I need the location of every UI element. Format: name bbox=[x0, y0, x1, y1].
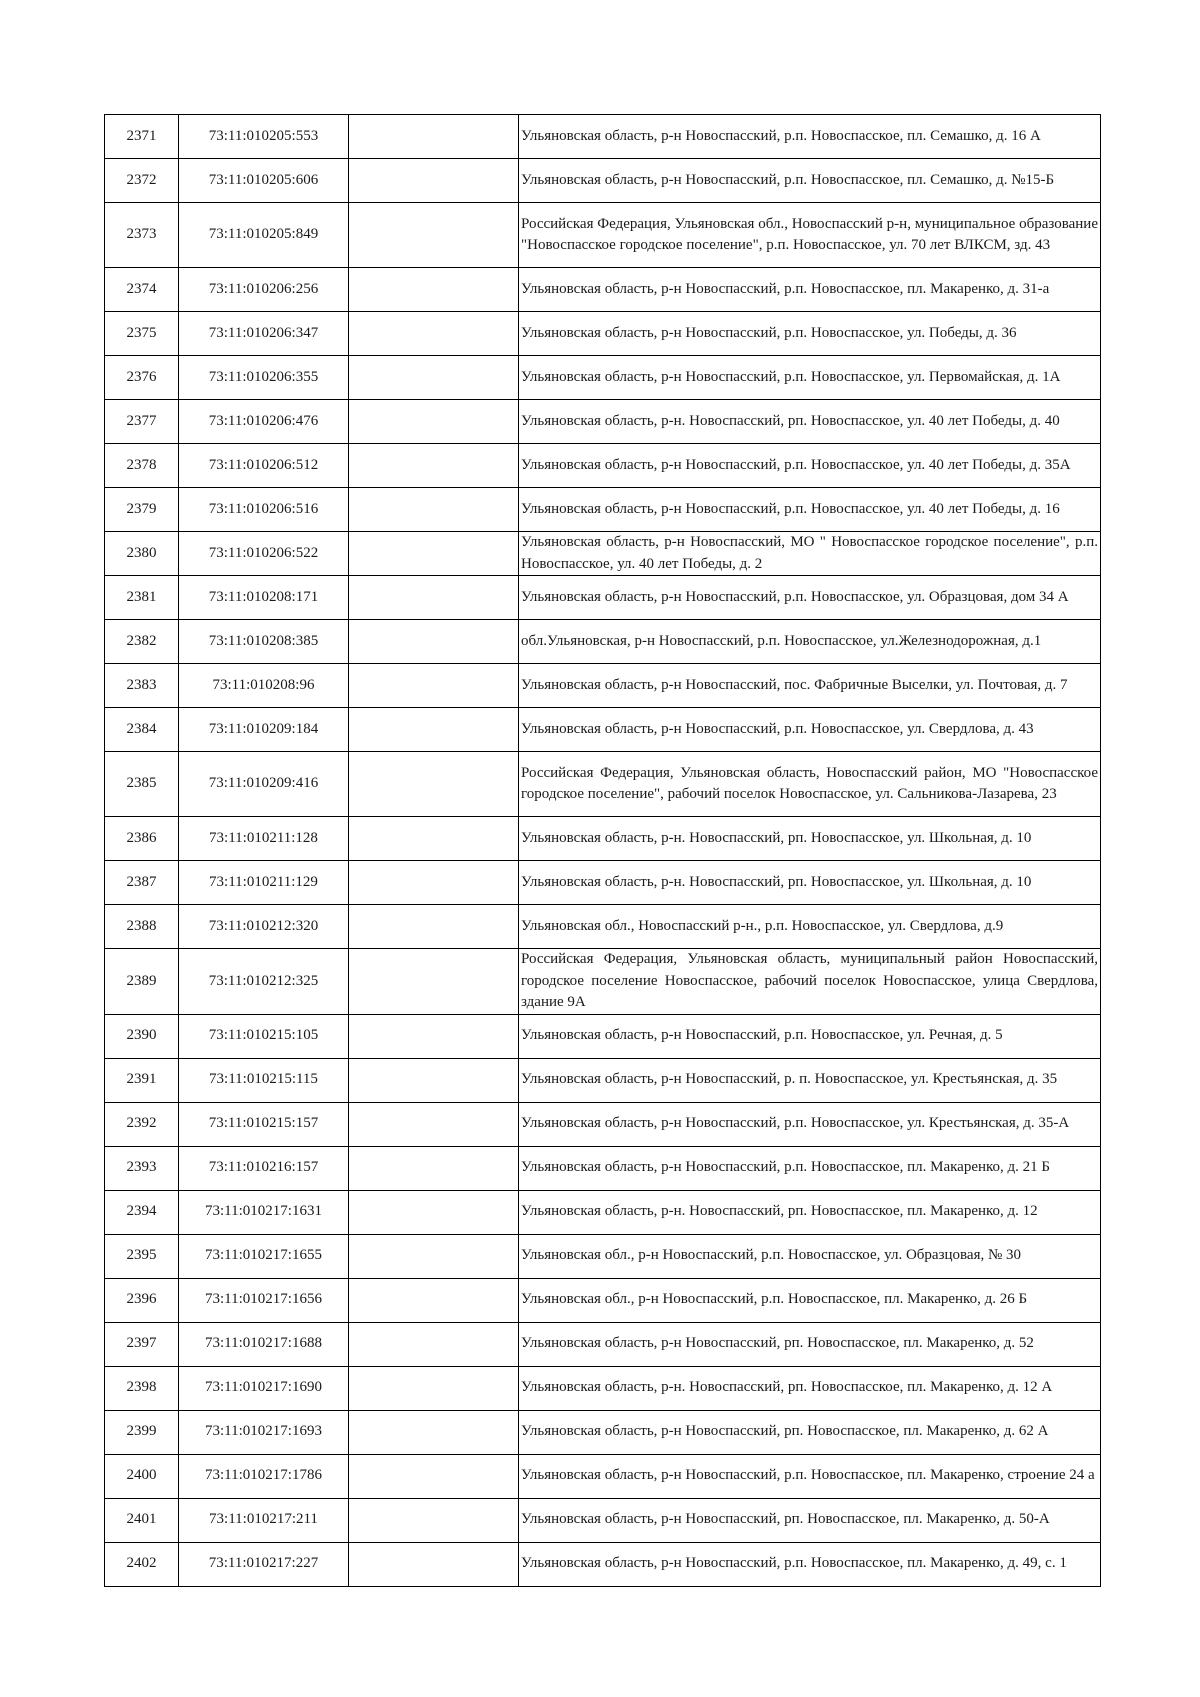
cadastral-number: 73:11:010211:128 bbox=[179, 817, 349, 861]
empty-cell bbox=[349, 1322, 519, 1366]
cadastral-number: 73:11:010206:476 bbox=[179, 400, 349, 444]
empty-cell bbox=[349, 1498, 519, 1542]
table-row bbox=[105, 664, 1101, 708]
address: Ульяновская область, р-н Новоспасский, р.п. Новоспасское, ул. Свердлова, д. 43 bbox=[519, 708, 1101, 752]
cadastral-number: 73:11:010217:1693 bbox=[179, 1410, 349, 1454]
row-number: 2392 bbox=[105, 1102, 179, 1146]
empty-cell bbox=[349, 752, 519, 817]
address: Ульяновская область, р-н. Новоспасский, рп. Новоспасское, ул. Школьная, д. 10 bbox=[519, 861, 1101, 905]
table-row bbox=[105, 488, 1101, 532]
table-row bbox=[105, 752, 1101, 817]
address: Ульяновская область, р-н Новоспасский, р.п. Новоспасское, пл. Макаренко, д. 49, с. 1 bbox=[519, 1542, 1101, 1586]
address: Ульяновская область, р-н Новоспасский, пос. Фабричные Выселки, ул. Почтовая, д. 7 bbox=[519, 664, 1101, 708]
table-row bbox=[105, 861, 1101, 905]
row-number: 2393 bbox=[105, 1146, 179, 1190]
table-row bbox=[105, 1190, 1101, 1234]
cadastral-number: 73:11:010212:320 bbox=[179, 905, 349, 949]
cadastral-number: 73:11:010206:512 bbox=[179, 444, 349, 488]
cadastral-number: 73:11:010217:1786 bbox=[179, 1454, 349, 1498]
row-number: 2396 bbox=[105, 1278, 179, 1322]
property-register-table bbox=[104, 114, 1101, 1587]
empty-cell bbox=[349, 1190, 519, 1234]
table-row bbox=[105, 905, 1101, 949]
row-number: 2401 bbox=[105, 1498, 179, 1542]
table-row bbox=[105, 1366, 1101, 1410]
row-number: 2397 bbox=[105, 1322, 179, 1366]
cadastral-number: 73:11:010212:325 bbox=[179, 949, 349, 1015]
empty-cell bbox=[349, 444, 519, 488]
empty-cell bbox=[349, 488, 519, 532]
address: Ульяновская область, р-н Новоспасский, рп. Новоспасское, пл. Макаренко, д. 50-А bbox=[519, 1498, 1101, 1542]
empty-cell bbox=[349, 1454, 519, 1498]
cadastral-number: 73:11:010209:416 bbox=[179, 752, 349, 817]
table-row bbox=[105, 159, 1101, 203]
table-row bbox=[105, 949, 1101, 1015]
table-row bbox=[105, 312, 1101, 356]
empty-cell bbox=[349, 159, 519, 203]
cadastral-number: 73:11:010215:105 bbox=[179, 1014, 349, 1058]
address: Ульяновская область, р-н. Новоспасский, рп. Новоспасское, ул. 40 лет Победы, д. 40 bbox=[519, 400, 1101, 444]
row-number: 2399 bbox=[105, 1410, 179, 1454]
row-number: 2394 bbox=[105, 1190, 179, 1234]
cadastral-number: 73:11:010209:184 bbox=[179, 708, 349, 752]
address: Ульяновская область, р-н Новоспасский, р.п. Новоспасское, ул. Первомайская, д. 1А bbox=[519, 356, 1101, 400]
address: Российская Федерация, Ульяновская обл., Новоспасский р-н, муниципальное образование "Новоспасское городское поселение", р.п. Новоспасское, ул. 70 лет ВЛКСМ, зд. 43 bbox=[519, 203, 1101, 268]
table-row bbox=[105, 203, 1101, 268]
table-row bbox=[105, 708, 1101, 752]
cadastral-number: 73:11:010211:129 bbox=[179, 861, 349, 905]
row-number: 2378 bbox=[105, 444, 179, 488]
empty-cell bbox=[349, 576, 519, 620]
table-row bbox=[105, 1542, 1101, 1586]
cadastral-number: 73:11:010208:385 bbox=[179, 620, 349, 664]
empty-cell bbox=[349, 1410, 519, 1454]
address: Ульяновская область, р-н. Новоспасский, рп. Новоспасское, пл. Макаренко, д. 12 А bbox=[519, 1366, 1101, 1410]
empty-cell bbox=[349, 664, 519, 708]
row-number: 2383 bbox=[105, 664, 179, 708]
empty-cell bbox=[349, 532, 519, 576]
cadastral-number: 73:11:010208:171 bbox=[179, 576, 349, 620]
row-number: 2380 bbox=[105, 532, 179, 576]
cadastral-number: 73:11:010216:157 bbox=[179, 1146, 349, 1190]
cadastral-number: 73:11:010217:1688 bbox=[179, 1322, 349, 1366]
table-row bbox=[105, 1014, 1101, 1058]
cadastral-number: 73:11:010217:211 bbox=[179, 1498, 349, 1542]
row-number: 2385 bbox=[105, 752, 179, 817]
empty-cell bbox=[349, 268, 519, 312]
table-row bbox=[105, 1454, 1101, 1498]
row-number: 2373 bbox=[105, 203, 179, 268]
row-number: 2400 bbox=[105, 1454, 179, 1498]
cadastral-number: 73:11:010205:606 bbox=[179, 159, 349, 203]
row-number: 2389 bbox=[105, 949, 179, 1015]
empty-cell bbox=[349, 949, 519, 1015]
cadastral-number: 73:11:010205:553 bbox=[179, 115, 349, 159]
row-number: 2376 bbox=[105, 356, 179, 400]
table-row bbox=[105, 1278, 1101, 1322]
table-row bbox=[105, 620, 1101, 664]
empty-cell bbox=[349, 400, 519, 444]
address: Ульяновская обл., Новоспасский р-н., р.п. Новоспасское, ул. Свердлова, д.9 bbox=[519, 905, 1101, 949]
empty-cell bbox=[349, 817, 519, 861]
row-number: 2390 bbox=[105, 1014, 179, 1058]
row-number: 2371 bbox=[105, 115, 179, 159]
address: Ульяновская область, р-н Новоспасский, МО " Новоспасское городское поселение", р.п. Новоспасское, ул. 40 лет Победы, д. 2 bbox=[519, 532, 1101, 576]
empty-cell bbox=[349, 1102, 519, 1146]
table-row bbox=[105, 1102, 1101, 1146]
empty-cell bbox=[349, 1014, 519, 1058]
empty-cell bbox=[349, 115, 519, 159]
cadastral-number: 73:11:010206:256 bbox=[179, 268, 349, 312]
table-row bbox=[105, 1322, 1101, 1366]
row-number: 2386 bbox=[105, 817, 179, 861]
table-row bbox=[105, 576, 1101, 620]
cadastral-number: 73:11:010217:1656 bbox=[179, 1278, 349, 1322]
cadastral-number: 73:11:010217:1690 bbox=[179, 1366, 349, 1410]
table-row bbox=[105, 1498, 1101, 1542]
row-number: 2387 bbox=[105, 861, 179, 905]
table-row bbox=[105, 532, 1101, 576]
address: Ульяновская область, р-н Новоспасский, р.п. Новоспасское, пл. Макаренко, д. 31-а bbox=[519, 268, 1101, 312]
address: Ульяновская область, р-н Новоспасский, р.п. Новоспасское, пл. Макаренко, д. 21 Б bbox=[519, 1146, 1101, 1190]
cadastral-number: 73:11:010206:355 bbox=[179, 356, 349, 400]
address: Ульяновская область, р-н Новоспасский, р.п. Новоспасское, пл. Семашко, д. 16 А bbox=[519, 115, 1101, 159]
cadastral-number: 73:11:010217:227 bbox=[179, 1542, 349, 1586]
cadastral-number: 73:11:010217:1655 bbox=[179, 1234, 349, 1278]
empty-cell bbox=[349, 312, 519, 356]
address: Ульяновская обл., р-н Новоспасский, р.п. Новоспасское, ул. Образцовая, № 30 bbox=[519, 1234, 1101, 1278]
empty-cell bbox=[349, 1278, 519, 1322]
empty-cell bbox=[349, 356, 519, 400]
cadastral-number: 73:11:010206:347 bbox=[179, 312, 349, 356]
row-number: 2375 bbox=[105, 312, 179, 356]
row-number: 2381 bbox=[105, 576, 179, 620]
row-number: 2391 bbox=[105, 1058, 179, 1102]
empty-cell bbox=[349, 708, 519, 752]
empty-cell bbox=[349, 861, 519, 905]
table-row bbox=[105, 444, 1101, 488]
cadastral-number: 73:11:010217:1631 bbox=[179, 1190, 349, 1234]
address: Российская Федерация, Ульяновская область, муниципальный район Новоспасский, городское поселение Новоспасское, рабочий поселок Новоспасское, улица Свердлова, здание 9А bbox=[519, 949, 1101, 1015]
address: Российская Федерация, Ульяновская область, Новоспасский район, МО "Новоспасское городское поселение", рабочий поселок Новоспасское, ул. Сальникова-Лазарева, 23 bbox=[519, 752, 1101, 817]
row-number: 2402 bbox=[105, 1542, 179, 1586]
address: Ульяновская область, р-н Новоспасский, рп. Новоспасское, пл. Макаренко, д. 62 А bbox=[519, 1410, 1101, 1454]
address: Ульяновская область, р-н Новоспасский, рп. Новоспасское, пл. Макаренко, д. 52 bbox=[519, 1322, 1101, 1366]
address: Ульяновская область, р-н Новоспасский, р.п. Новоспасское, ул. Победы, д. 36 bbox=[519, 312, 1101, 356]
address: Ульяновская область, р-н Новоспасский, р.п. Новоспасское, ул. 40 лет Победы, д. 16 bbox=[519, 488, 1101, 532]
row-number: 2384 bbox=[105, 708, 179, 752]
address: Ульяновская обл., р-н Новоспасский, р.п. Новоспасское, пл. Макаренко, д. 26 Б bbox=[519, 1278, 1101, 1322]
table-row bbox=[105, 817, 1101, 861]
address: Ульяновская область, р-н Новоспасский, р. п. Новоспасское, ул. Крестьянская, д. 35 bbox=[519, 1058, 1101, 1102]
table-row bbox=[105, 400, 1101, 444]
address: обл.Ульяновская, р-н Новоспасский, р.п. Новоспасское, ул.Железнодорожная, д.1 bbox=[519, 620, 1101, 664]
address: Ульяновская область, р-н. Новоспасский, рп. Новоспасское, ул. Школьная, д. 10 bbox=[519, 817, 1101, 861]
row-number: 2379 bbox=[105, 488, 179, 532]
address: Ульяновская область, р-н Новоспасский, р.п. Новоспасское, пл. Семашко, д. №15-Б bbox=[519, 159, 1101, 203]
address: Ульяновская область, р-н. Новоспасский, рп. Новоспасское, пл. Макаренко, д. 12 bbox=[519, 1190, 1101, 1234]
cadastral-number: 73:11:010206:522 bbox=[179, 532, 349, 576]
cadastral-number: 73:11:010215:157 bbox=[179, 1102, 349, 1146]
row-number: 2374 bbox=[105, 268, 179, 312]
table-row bbox=[105, 1410, 1101, 1454]
empty-cell bbox=[349, 1146, 519, 1190]
address: Ульяновская область, р-н Новоспасский, р.п. Новоспасское, ул. Крестьянская, д. 35-А bbox=[519, 1102, 1101, 1146]
cadastral-number: 73:11:010205:849 bbox=[179, 203, 349, 268]
table-row bbox=[105, 1058, 1101, 1102]
row-number: 2377 bbox=[105, 400, 179, 444]
table-row bbox=[105, 115, 1101, 159]
table-row bbox=[105, 1146, 1101, 1190]
empty-cell bbox=[349, 203, 519, 268]
address: Ульяновская область, р-н Новоспасский, р.п. Новоспасское, ул. 40 лет Победы, д. 35А bbox=[519, 444, 1101, 488]
empty-cell bbox=[349, 905, 519, 949]
row-number: 2398 bbox=[105, 1366, 179, 1410]
empty-cell bbox=[349, 1234, 519, 1278]
empty-cell bbox=[349, 1366, 519, 1410]
table-row bbox=[105, 268, 1101, 312]
cadastral-number: 73:11:010206:516 bbox=[179, 488, 349, 532]
row-number: 2382 bbox=[105, 620, 179, 664]
address: Ульяновская область, р-н Новоспасский, р.п. Новоспасское, ул. Речная, д. 5 bbox=[519, 1014, 1101, 1058]
empty-cell bbox=[349, 1058, 519, 1102]
address: Ульяновская область, р-н Новоспасский, р.п. Новоспасское, пл. Макаренко, строение 24 а bbox=[519, 1454, 1101, 1498]
cadastral-number: 73:11:010215:115 bbox=[179, 1058, 349, 1102]
row-number: 2372 bbox=[105, 159, 179, 203]
table-row bbox=[105, 1234, 1101, 1278]
row-number: 2395 bbox=[105, 1234, 179, 1278]
address: Ульяновская область, р-н Новоспасский, р.п. Новоспасское, ул. Образцовая, дом 34 А bbox=[519, 576, 1101, 620]
empty-cell bbox=[349, 1542, 519, 1586]
cadastral-number: 73:11:010208:96 bbox=[179, 664, 349, 708]
row-number: 2388 bbox=[105, 905, 179, 949]
table-row bbox=[105, 356, 1101, 400]
empty-cell bbox=[349, 620, 519, 664]
